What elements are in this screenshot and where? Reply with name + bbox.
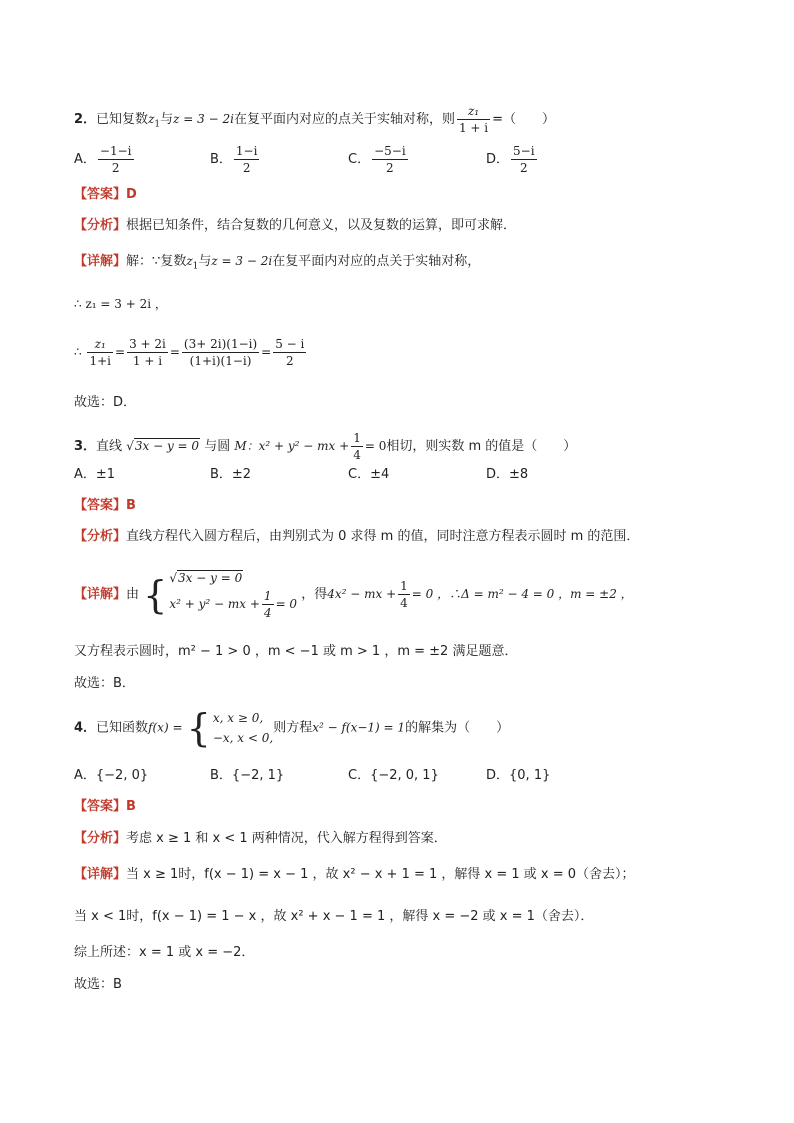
- q4-detail: 【详解】当 x ≥ 1时，f(x − 1) = x − 1 ，故 x² − x + 1 = 1 ，解得 x = 1 或 x = 0（舍去）；: [74, 867, 635, 882]
- q4-summary: 综上所述：x = 1 或 x = −2．: [74, 945, 255, 960]
- q4-answer: 【答案】B: [74, 799, 136, 814]
- q4-stem: 4．已知函数f(x) = { x, x ≥ 0, −x, x < 0, 则方程x² − f(x−1) = 1的解集为（ ）: [74, 706, 510, 750]
- q4-option-a: A．{−2, 0}: [74, 768, 149, 783]
- q3-conclusion: 故选：B．: [74, 676, 135, 691]
- q4-option-d: D．{0, 1}: [486, 768, 551, 783]
- q4-detail-2: 当 x < 1时，f(x − 1) = 1 − x ，故 x² + x − 1 = 1 ，解得 x = −2 或 x = 1（舍去）．: [74, 909, 594, 924]
- q2-fraction: $\frac{\text{z₁}}{1 + i}$: [458, 104, 489, 135]
- q4-option-c: C．{−2, 0, 1}: [348, 768, 439, 783]
- q2-option-c: C． $\frac{-5-i}{2}$: [348, 144, 406, 175]
- q2-detail: 【详解】解：∵复数$z_1$与z = 3 − 2i在复平面内对应的点关于实轴对称，: [74, 254, 481, 272]
- q2-option-a: A． $\frac{-1-i}{2}$: [74, 144, 132, 175]
- q3-detail: 【详解】由 { √3x − y = 0 x² + y² − mx + $\frac{1}{4}$ = 0 ，得4x² − mx + $\frac{1}{4}$ = 0 ，∴Δ = m² − 4 = 0 ，m = ±2 ，: [74, 571, 633, 620]
- q2-step1: ∴ z₁ = 3 + 2i ，: [74, 297, 167, 311]
- q2-option-b: B． $\frac{1-i}{2}$: [210, 144, 258, 175]
- q2-stem: 2．已知复数$z_1$与z = 3 − 2i在复平面内对应的点关于实轴对称，则 $\frac{\text{z₁}}{1 + i}$ =（ ）: [74, 104, 556, 135]
- q3-answer: 【答案】B: [74, 498, 136, 513]
- q2-step2: ∴ $\frac{\text{z₁}}{1+i}$ = $\frac{3 + 2i}{1 + i}$ = $\frac{(3+ 2i)(1-i)}{(1+i)(1-i)}$ = $\frac{5 - i}{2}$: [74, 337, 305, 368]
- q3-analysis: 【分析】直线方程代入圆方程后，由判别式为 0 求得 m 的值，同时注意方程表示圆时 m 的范围．: [74, 529, 640, 544]
- q2-option-d: D． $\frac{5-i}{2}$: [486, 144, 535, 175]
- q3-option-d: D．±8: [486, 467, 529, 482]
- q3-stem: 3．直线 √3x − y = 0 与圆 M：x² + y² − mx + $\frac{1}{4}$ = 0相切，则实数 m 的值是（ ）: [74, 431, 577, 462]
- q3-option-a: A．±1: [74, 467, 116, 482]
- q2-answer: 【答案】D: [74, 187, 137, 202]
- q2-conclusion: 故选：D．: [74, 395, 137, 410]
- q3-option-b: B．±2: [210, 467, 252, 482]
- q2-number: 2．: [74, 112, 97, 127]
- q3-condition: 又方程表示圆时，m² − 1 > 0 ，m < −1 或 m > 1 ，m = ±2 满足题意．: [74, 644, 518, 659]
- q4-analysis: 【分析】考虑 x ≥ 1 和 x < 1 两种情况，代入解方程得到答案．: [74, 831, 447, 846]
- q3-option-c: C．±4: [348, 467, 390, 482]
- q2-analysis: 【分析】根据已知条件，结合复数的几何意义，以及复数的运算，即可求解．: [74, 218, 517, 233]
- q4-conclusion: 故选：B: [74, 977, 122, 992]
- q4-option-b: B．{−2, 1}: [210, 768, 285, 783]
